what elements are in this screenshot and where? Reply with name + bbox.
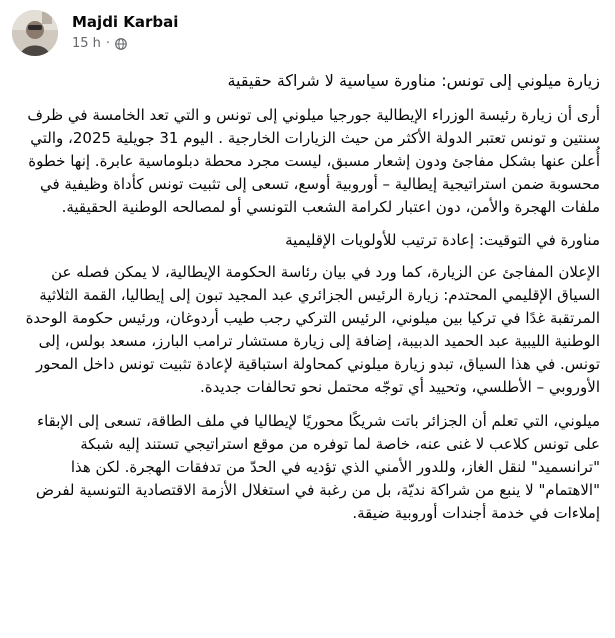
meta-separator: ·	[105, 36, 111, 51]
post-text	[8, 70, 600, 535]
post-paragraph: أرى أن زيارة رئيسة الوزراء الإيطالية جورجيا ميلوني إلى تونس و التي تعد الخامسة في ظرف سنتين و تونس تعتبر الدولة الأكثر من حيث الزيارات الخارجية . اليوم 31 جويلية 2025، والتي أُعلن عنها بشكل مفاجئ ودون إشعار مسبق، ليست مجرد محطة دبلوماسية عابرة. إنها خطوة محسوبة ضمن استراتيجية إيطالية – أوروبية أوسع، تسعى إلى تثبيت تونس كأداة وظيفية في ملفات الهجرة والأمن، دون اعتبار لكرامة الشعب التونسي أو لمصالحه الوطنية الحقيقية.	[27, 106, 600, 216]
post-subheading: مناورة في التوقيت: إعادة ترتيب للأولويات الإقليمية	[285, 231, 600, 249]
post-paragraph: ميلوني، التي تعلم أن الجزائر باتت شريكًا محوريًا لإيطاليا في ملف الطاقة، تسعى إلى الإبقاء على تونس كلاعب لا غنى عنه، خاصة لما توفره من موقع استراتيجي تستند إليه شبكة "ترانسميد" لنقل الغاز، وللدور الأمني الذي تؤديه في الحدّ من تدفقات الهجرة. لكن هذا "الاهتمام" لا ينبع من شراكة نديّة، بل من رغبة في استغلال الأزمة الاقتصادية التونسية لفرض إملاءات في خدمة أجندات أوروبية ضيقة.	[35, 412, 600, 522]
post-paragraph: الإعلان المفاجئ عن الزيارة، كما ورد في بيان رئاسة الحكومة الإيطالية، لا يمكن فصله عن السياق الإقليمي المحتدم: زيارة الرئيس الجزائري عبد المجيد تبون إلى إيطاليا، القمة الثلاثية المرتقبة غدًا في تركيا بين ميلوني، الرئيس التركي رجب طيب أردوغان، ورئيس حكومة الوحدة الوطنية الليبية عبد الحميد الدبيبة، إضافة إلى زيارة مستشار ترامب البارز، مسعد بولس، إلى تونس. في هذا السياق، تبدو زيارة ميلوني كمحاولة استباقية لإعادة تثبيت تونس داخل المحور الأوروبي – الأطلسي، وتحييد أي توجّه محتمل نحو تحالفات جديدة.	[25, 263, 600, 396]
post-header	[12, 9, 602, 59]
post-headline: زيارة ميلوني إلى تونس: مناورة سياسية لا شراكة حقيقية	[227, 71, 600, 90]
author-name[interactable]: Majdi Karbai	[72, 13, 179, 31]
avatar-photo-icon	[12, 10, 58, 56]
globe-icon[interactable]	[115, 38, 127, 50]
avatar[interactable]	[12, 10, 58, 56]
post-meta	[72, 36, 127, 51]
post-time[interactable]: 15 h	[72, 36, 101, 51]
